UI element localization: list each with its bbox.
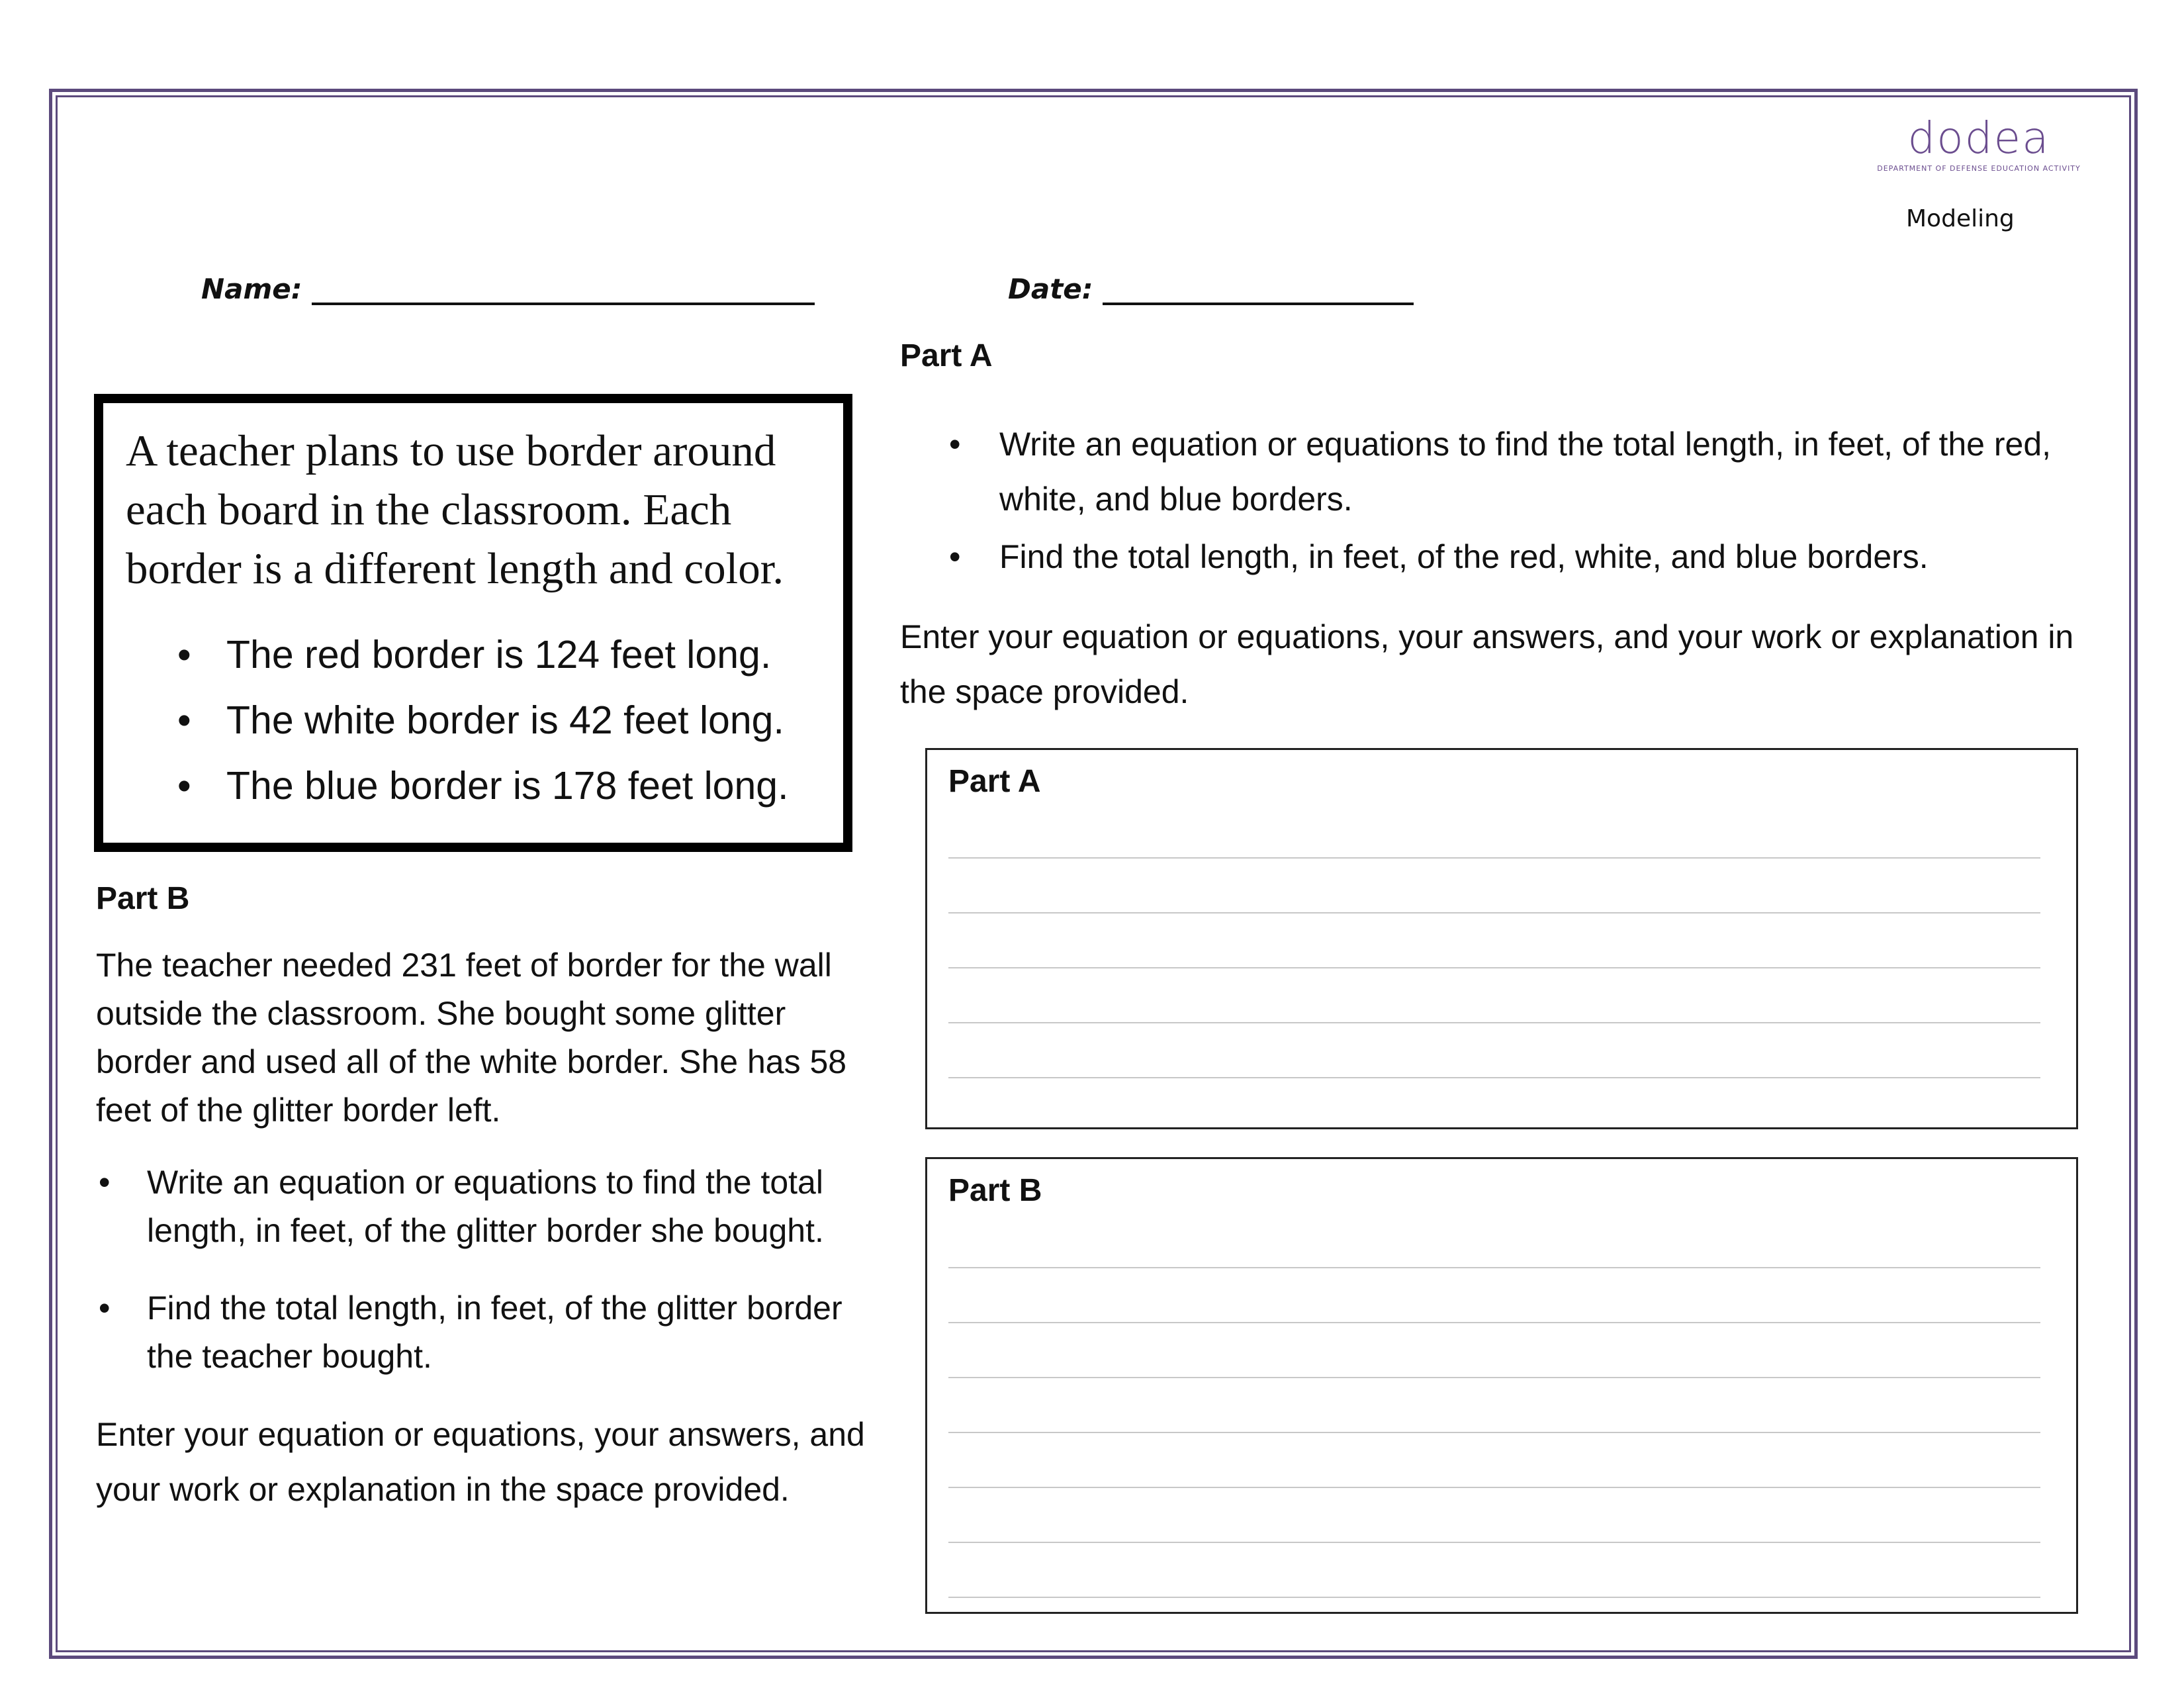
bullet-icon: • [99, 1164, 111, 1201]
bullet-icon: • [177, 698, 191, 742]
bullet-icon: • [99, 1289, 111, 1327]
part-b-answer-title: Part B [948, 1173, 1042, 1208]
answer-line[interactable] [948, 1378, 2040, 1433]
bullet-icon: • [949, 538, 961, 575]
list-item: • Write an equation or equations to find the total length, in feet, of the red, white, and blue borders. [946, 417, 2091, 527]
bullet-icon: • [177, 633, 191, 677]
logo-wordmark: dodea [1907, 113, 2050, 164]
border-lengths-list [126, 622, 821, 819]
part-b-bullets [96, 1158, 877, 1381]
name-label: Name: [201, 273, 302, 305]
list-item: • Find the total length, in feet, of the glitter border the teacher bought. [96, 1284, 877, 1381]
date-label: Date: [1008, 273, 1093, 305]
answer-line[interactable] [948, 1323, 2040, 1378]
part-a-answer-box[interactable] [925, 748, 2078, 1129]
part-a-heading: Part A [900, 338, 993, 373]
category-label: Modeling [1906, 205, 2015, 232]
answer-line[interactable] [948, 804, 2040, 859]
answer-line[interactable] [948, 1488, 2040, 1543]
list-item: • The blue border is 178 feet long. [158, 753, 821, 819]
date-field [1008, 273, 1414, 305]
part-a-section [900, 331, 2091, 720]
answer-line[interactable] [948, 1543, 2040, 1598]
part-a-instruction: Enter your equation or equations, your answers, and your work or explanation in the space provided. [900, 618, 2074, 710]
name-field [201, 273, 815, 305]
logo-subtitle: DEPARTMENT OF DEFENSE EDUCATION ACTIVITY [1877, 164, 2081, 173]
dodea-logo [1860, 113, 2098, 173]
answer-line[interactable] [948, 859, 2040, 914]
part-b-instruction: Enter your equation or equations, your answers, and your work or explanation in the space provided. [96, 1416, 865, 1508]
part-b-answer-box[interactable] [925, 1157, 2078, 1614]
part-b-heading: Part B [96, 881, 190, 916]
list-item: • Write an equation or equations to find the total length, in feet, of the glitter border she bought. [96, 1158, 877, 1255]
answer-line[interactable] [948, 914, 2040, 968]
bullet-icon: • [177, 764, 191, 808]
problem-box [94, 394, 852, 852]
list-item: • Find the total length, in feet, of the red, white, and blue borders. [946, 530, 2091, 585]
answer-line[interactable] [948, 1213, 2040, 1268]
part-a-bullets [900, 417, 2091, 585]
part-a-answer-title: Part A [948, 764, 1041, 799]
answer-line[interactable] [948, 968, 2040, 1023]
bullet-icon: • [949, 426, 961, 463]
problem-intro: A teacher plans to use border around each board in the classroom. Each border is a different length and color. [126, 426, 784, 593]
list-item: • The white border is 42 feet long. [158, 688, 821, 753]
answer-line[interactable] [948, 1023, 2040, 1078]
part-b-paragraph: The teacher needed 231 feet of border for the wall outside the classroom. She bought some glitter border and used all of the white border. She has 58 feet of the glitter border left. [96, 947, 847, 1129]
part-b-section [96, 874, 877, 1517]
date-blank[interactable] [1103, 275, 1414, 305]
answer-line[interactable] [948, 1268, 2040, 1323]
answer-line[interactable] [948, 1433, 2040, 1488]
list-item: • The red border is 124 feet long. [158, 622, 821, 688]
name-blank[interactable] [312, 275, 815, 305]
